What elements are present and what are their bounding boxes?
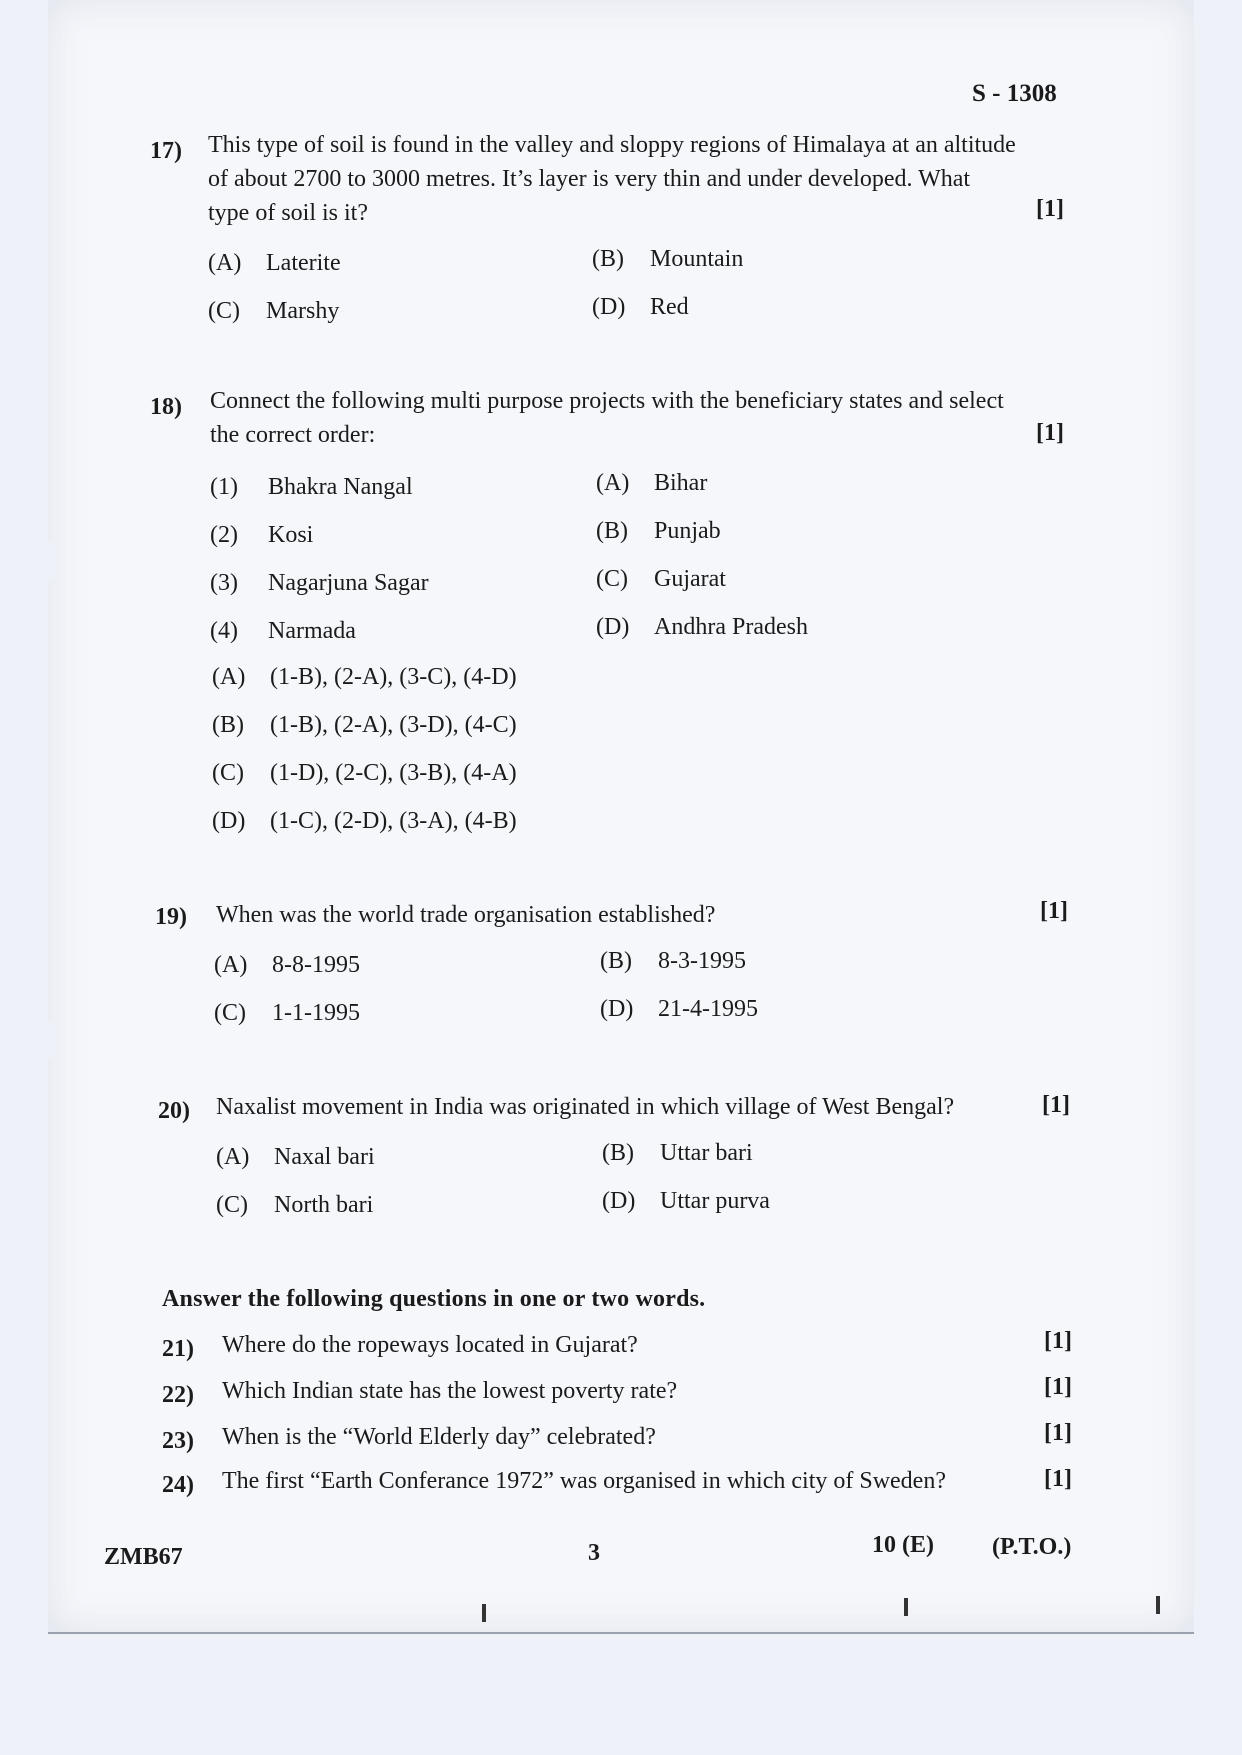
question-number: 21) (162, 1336, 194, 1362)
option-label: (A) (214, 952, 248, 978)
option-text: (1-B), (2-A), (3-C), (4-D) (270, 664, 517, 690)
scan-mark (904, 1598, 908, 1616)
marks: [1] (1044, 1374, 1072, 1400)
project-name: Nagarjuna Sagar (268, 570, 429, 596)
option-label: (C) (214, 1000, 246, 1026)
question-text: The first “Earth Conferance 1972” was organised in which city of Sweden? (222, 1468, 946, 1494)
project-name: Bhakra Nangal (268, 474, 413, 500)
option-d (592, 294, 689, 321)
option-c (216, 1192, 373, 1219)
marks: [1] (1036, 196, 1064, 222)
option-text: 21-4-1995 (658, 996, 758, 1022)
match-item (210, 474, 413, 501)
question-text (210, 384, 1072, 452)
match-item (210, 522, 313, 549)
paper-code: S - 1308 (972, 80, 1057, 107)
project-name: Narmada (268, 618, 356, 644)
footer-code: ZMB67 (104, 1544, 183, 1570)
marks: [1] (1042, 1092, 1070, 1118)
option-label: (D) (600, 996, 634, 1022)
option-a (216, 1144, 375, 1171)
option-a (208, 250, 341, 277)
option-label: (D) (592, 294, 626, 320)
project-name: Kosi (268, 522, 314, 548)
option-label: (B) (602, 1140, 634, 1166)
match-letter: (B) (596, 518, 628, 544)
question-number: 20) (158, 1098, 190, 1124)
option-text: Laterite (266, 250, 341, 276)
option-label: (B) (592, 246, 624, 272)
marks: [1] (1044, 1466, 1072, 1492)
option-a (214, 952, 360, 979)
option-text: Red (650, 294, 689, 320)
option-b (600, 948, 746, 975)
section-heading: Answer the following questions in one or two words. (162, 1286, 706, 1312)
option-text: 8-3-1995 (658, 948, 746, 974)
option-b (212, 712, 517, 739)
marks: [1] (1036, 420, 1064, 446)
option-text: (1-B), (2-A), (3-D), (4-C) (270, 712, 517, 738)
match-item (596, 518, 721, 545)
marks: [1] (1040, 898, 1068, 924)
option-text: Naxal bari (274, 1144, 375, 1170)
question-number: 22) (162, 1382, 194, 1408)
state-name: Andhra Pradesh (654, 614, 808, 640)
question-line: the correct order: (210, 422, 376, 448)
match-item (210, 570, 429, 597)
question-number: 18) (150, 394, 182, 420)
option-label: (A) (212, 664, 246, 690)
marks: [1] (1044, 1328, 1072, 1354)
punch-notch (42, 1020, 56, 1060)
punch-notch (42, 540, 56, 584)
match-item (596, 566, 726, 593)
match-item (210, 618, 356, 645)
state-name: Gujarat (654, 566, 726, 592)
option-d (600, 996, 758, 1023)
question-line: Connect the following multi purpose projects with the beneficiary states and select (210, 388, 1004, 414)
match-number: (3) (210, 570, 238, 596)
option-label: (A) (216, 1144, 250, 1170)
page-number: 3 (588, 1540, 600, 1566)
question-number: 23) (162, 1428, 194, 1454)
option-text: (1-C), (2-D), (3-A), (4-B) (270, 808, 517, 834)
option-text: Uttar bari (660, 1140, 753, 1166)
match-letter: (D) (596, 614, 630, 640)
option-text: Uttar purva (660, 1188, 770, 1214)
option-label: (D) (212, 808, 246, 834)
question-line: Naxalist movement in India was originated in which village of West Bengal? (216, 1094, 955, 1120)
option-text: (1-D), (2-C), (3-B), (4-A) (270, 760, 517, 786)
option-a (212, 664, 517, 691)
question-number: 19) (155, 904, 187, 930)
option-text: Marshy (266, 298, 340, 324)
question-text: Where do the ropeways located in Gujarat? (222, 1332, 638, 1358)
pto-label: (P.T.O.) (992, 1534, 1072, 1560)
scan-mark (482, 1604, 486, 1622)
paper-number: 10 (E) (872, 1532, 934, 1558)
option-text: North bari (274, 1192, 374, 1218)
option-text: 8-8-1995 (272, 952, 360, 978)
option-b (592, 246, 743, 273)
option-text: Mountain (650, 246, 744, 272)
option-c (212, 760, 517, 787)
option-label: (D) (602, 1188, 636, 1214)
option-label: (C) (208, 298, 240, 324)
question-text: When is the “World Elderly day” celebrated? (222, 1424, 656, 1450)
state-name: Bihar (654, 470, 708, 496)
state-name: Punjab (654, 518, 721, 544)
question-text (216, 898, 715, 932)
page-bottom-edge (48, 1632, 1194, 1634)
match-letter: (C) (596, 566, 628, 592)
option-label: (A) (208, 250, 242, 276)
match-letter: (A) (596, 470, 630, 496)
question-line: When was the world trade organisation established? (216, 902, 716, 928)
question-number: 17) (150, 138, 182, 164)
option-label: (B) (600, 948, 632, 974)
option-c (208, 298, 339, 325)
option-d (602, 1188, 770, 1215)
question-line: This type of soil is found in the valley and sloppy regions of Himalaya at an altitude (208, 132, 1016, 158)
option-d (212, 808, 517, 835)
option-label: (B) (212, 712, 244, 738)
option-c (214, 1000, 360, 1027)
question-line: of about 2700 to 3000 metres. It’s layer is very thin and under developed. What (208, 166, 971, 192)
question-text (208, 128, 1070, 230)
option-text: 1-1-1995 (272, 1000, 360, 1026)
question-line: type of soil is it? (208, 200, 368, 226)
marks: [1] (1044, 1420, 1072, 1446)
match-number: (4) (210, 618, 238, 644)
question-number: 24) (162, 1472, 194, 1498)
scan-mark (1156, 1596, 1160, 1614)
match-item (596, 470, 707, 497)
option-label: (C) (216, 1192, 248, 1218)
match-item (596, 614, 808, 641)
option-b (602, 1140, 753, 1167)
question-text: Which Indian state has the lowest poverty rate? (222, 1378, 678, 1404)
option-label: (C) (212, 760, 244, 786)
match-number: (1) (210, 474, 238, 500)
question-text (216, 1090, 954, 1124)
match-number: (2) (210, 522, 238, 548)
